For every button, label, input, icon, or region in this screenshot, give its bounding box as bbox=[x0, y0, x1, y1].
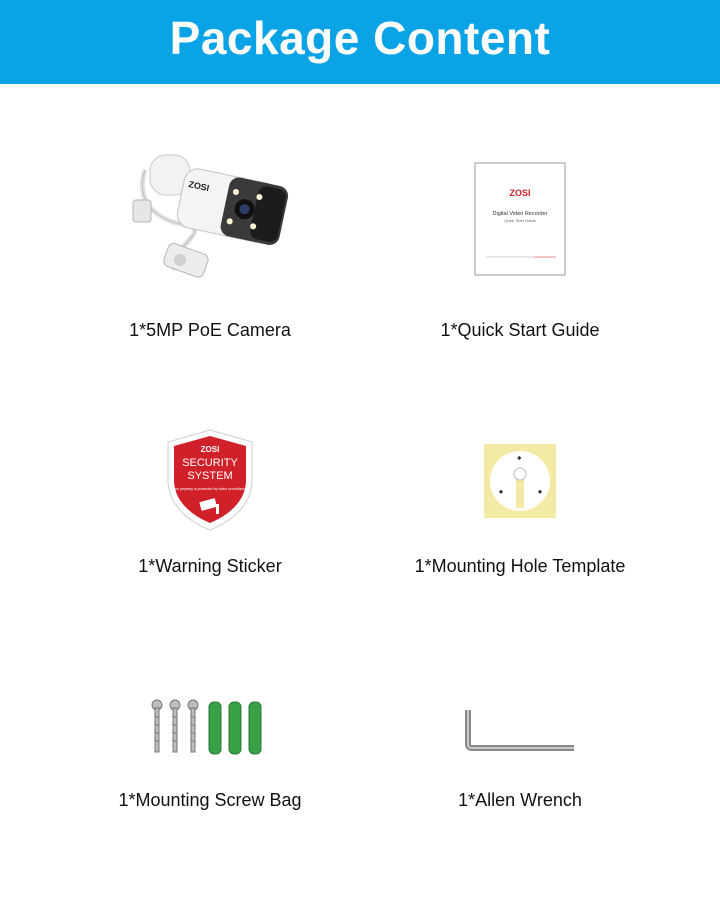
page-title: Package Content bbox=[169, 12, 551, 64]
camera-icon bbox=[30, 150, 390, 290]
item-label: 1*Warning Sticker bbox=[138, 556, 282, 576]
screw-bag-icon bbox=[30, 696, 390, 760]
allen-wrench-icon bbox=[340, 706, 700, 754]
sticker-line2: SYSTEM bbox=[187, 470, 233, 482]
sticker-brand: ZOSI bbox=[200, 445, 220, 454]
guide-icon bbox=[340, 162, 700, 276]
template-icon bbox=[340, 444, 700, 518]
guide-doc-title: Digital Video Recorder bbox=[492, 211, 548, 217]
camera-brand: ZOSI bbox=[187, 179, 211, 194]
page-header bbox=[0, 0, 720, 84]
item-label: 1*Mounting Screw Bag bbox=[118, 790, 302, 810]
guide-doc-subtitle: Quick Start Guide bbox=[504, 218, 536, 223]
sticker-note: This property is protected by video surveillance. bbox=[172, 487, 248, 491]
item-label: 1*5MP PoE Camera bbox=[129, 320, 291, 340]
sticker-line1: SECURITY bbox=[182, 457, 238, 469]
item-label: 1*Quick Start Guide bbox=[440, 320, 600, 340]
warning-sticker-icon bbox=[30, 428, 390, 532]
item-label: 1*Mounting Hole Template bbox=[414, 556, 626, 576]
guide-brand: ZOSI bbox=[509, 188, 531, 198]
item-label: 1*Allen Wrench bbox=[458, 790, 582, 810]
